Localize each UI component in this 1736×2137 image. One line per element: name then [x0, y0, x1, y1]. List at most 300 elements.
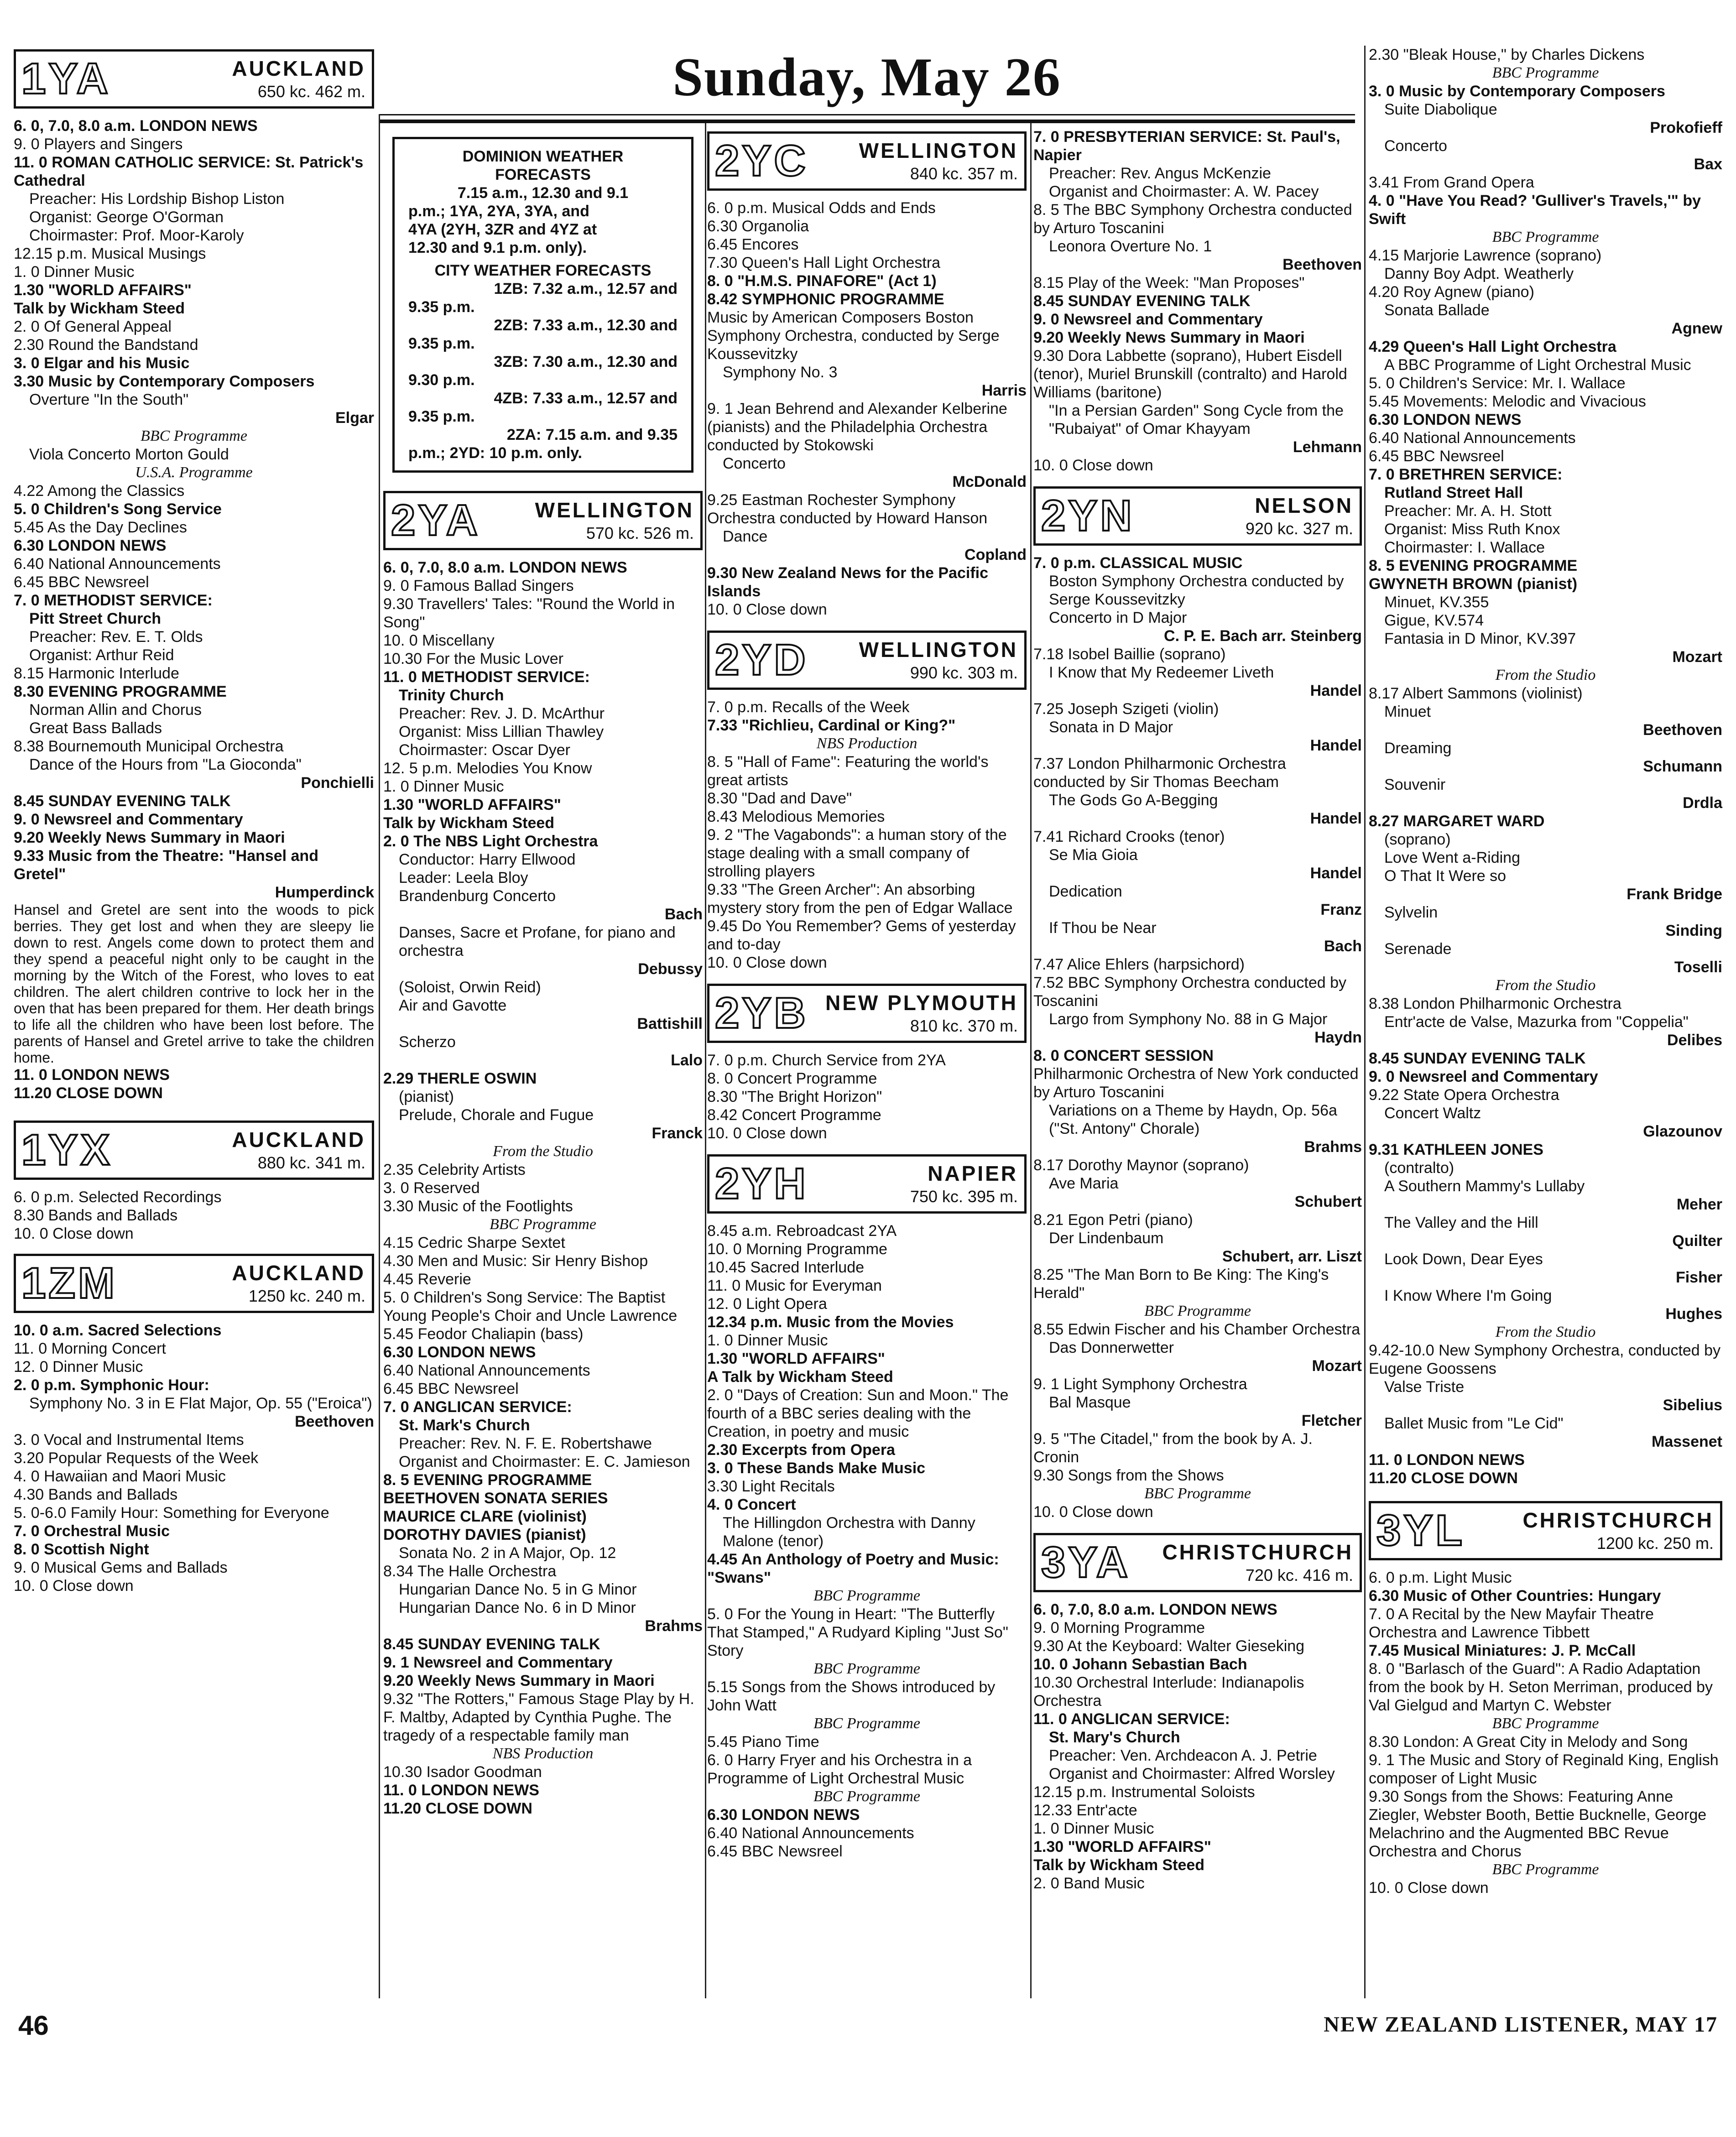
programme-item: 2. 0 Of General Appeal	[14, 318, 172, 335]
programme-item: 9.33 Music from the Theatre: "Hansel and Gretel"	[14, 847, 318, 883]
programme-item: 7. 0 p.m. Church Service from 2YA	[707, 1052, 946, 1069]
station-city: AUCKLAND	[232, 1128, 365, 1152]
station-call-sign: 2YD	[715, 636, 808, 684]
programme-item: 6.30 Music of Other Countries: Hungary	[1369, 1587, 1661, 1605]
page-title: Sunday, May 26	[673, 47, 1061, 107]
programme-item: (pianist)	[399, 1088, 454, 1105]
programme-item: Largo from Symphony No. 88 in G Major	[1049, 1011, 1328, 1028]
programme-item: 3. 0 These Bands Make Music	[707, 1459, 926, 1477]
column-rule	[1030, 123, 1032, 1998]
programme-item: Entr'acte de Valse, Mazurka from "Coppelia"	[1384, 1013, 1689, 1031]
programme-item: 7.33 "Richlieu, Cardinal or King?"	[707, 717, 956, 734]
programme-item: Suite Diabolique	[1384, 101, 1497, 118]
column-1	[14, 46, 374, 1595]
page-number: 46	[18, 2010, 49, 2041]
programme-item: 11. 0 LONDON NEWS	[14, 1066, 170, 1084]
programme-item: 4.30 Men and Music: Sir Henry Bishop	[383, 1252, 648, 1270]
station-city: NELSON	[1255, 494, 1353, 517]
programme-item: 9. 1 Jean Behrend and Alexander Kelberine (pianists) and the Philadelphia Orchestra conducted by Stokowski	[707, 400, 1007, 454]
programme-item: 8.21 Egon Petri (piano)	[1033, 1211, 1193, 1229]
programme-item: 9. 0 Newsreel and Commentary	[1369, 1068, 1598, 1085]
programme-item: 7.45 Musical Miniatures: J. P. McCall	[1369, 1642, 1636, 1659]
station-call-sign: 3YA	[1041, 1538, 1131, 1587]
programme-item: 8.38 Bournemouth Municipal Orchestra	[14, 738, 284, 755]
programme-item: 12.34 p.m. Music from the Movies	[707, 1313, 954, 1331]
programme-item: 3.30 Music of the Footlights	[383, 1198, 573, 1215]
composer: Glazounov	[1643, 1123, 1722, 1140]
programme-item: 9.30 Dora Labbette (soprano), Hubert Eisdell (tenor), Muriel Brunskill (contralto) and Harold Williams (baritone)	[1033, 347, 1347, 401]
programme-item: 8. 5 The BBC Symphony Orchestra conducted by Arturo Toscanini	[1033, 201, 1352, 237]
programme-item: 3. 0 Elgar and his Music	[14, 354, 190, 372]
programme-item: Rutland Street Hall	[1384, 484, 1523, 501]
programme-credit: BBC Programme	[1144, 1485, 1251, 1502]
programme-credit: U.S.A. Programme	[135, 464, 253, 481]
composer: Meher	[1676, 1196, 1722, 1213]
programme-item: 8. 5 EVENING PROGRAMME	[383, 1471, 592, 1489]
programme-item: 8.45 SUNDAY EVENING TALK	[1033, 292, 1251, 310]
programme-item: 10. 0 Close down	[14, 1577, 134, 1595]
programme-item: Trinity Church	[399, 687, 504, 704]
programme-item: 8.17 Dorothy Maynor (soprano)	[1033, 1157, 1249, 1174]
station-call-sign: 3YL	[1376, 1506, 1465, 1555]
programme-item: Das Donnerwetter	[1049, 1339, 1174, 1356]
programme-item: Choirmaster: Oscar Dyer	[399, 741, 570, 759]
station-header-2yc	[707, 131, 1027, 191]
programme-item: 5. 0 Children's Service: Mr. I. Wallace	[1369, 375, 1626, 392]
programme-credit: NBS Production	[492, 1745, 594, 1762]
programme-item: 5.45 Feodor Chaliapin (bass)	[383, 1325, 584, 1343]
programme-item: 12. 0 Light Opera	[707, 1295, 827, 1313]
programme-item: 11. 0 LONDON NEWS	[383, 1782, 539, 1799]
programme-item: 8. 0 "Barlasch of the Guard": A Radio Adaptation from the book by H. Seton Merriman, produced by Val Gielgud and Martyn C. Webster	[1369, 1660, 1713, 1714]
programme-item: 8.42 Concert Programme	[707, 1106, 881, 1124]
programme-item: 6.45 BBC Newsreel	[383, 1380, 519, 1397]
composer: Humperdinck	[275, 884, 374, 901]
programme-item: If Thou be Near	[1049, 919, 1157, 937]
weather-heading: DOMINION WEATHER	[462, 148, 624, 165]
programme-item: BEETHOVEN SONATA SERIES	[383, 1490, 608, 1507]
programme-item: 2.30 "Bleak House," by Charles Dickens	[1369, 46, 1645, 63]
programme-credit: From the Studio	[1495, 667, 1596, 683]
station-call-sign: 2YH	[715, 1159, 808, 1208]
composer: Drdla	[1683, 794, 1722, 812]
programme-item: 9.32 "The Rotters," Famous Stage Play by H. F. Maltby, Adapted by Cynthia Pughe. The tragedy of a respectable family man	[383, 1690, 694, 1744]
programme-item: 6.45 BBC Newsreel	[707, 1843, 843, 1860]
programme-item: 1. 0 Dinner Music	[707, 1332, 828, 1349]
programme-item: 2.30 Excerpts from Opera	[707, 1441, 895, 1459]
programme-item: 11. 0 Morning Concert	[14, 1340, 166, 1357]
weather-line: 2ZA: 7.15 a.m. and 9.35	[506, 426, 678, 443]
programme-item: Norman Allin and Chorus	[29, 701, 202, 719]
programme-item: Organist and Choirmaster: E. C. Jamieson	[399, 1453, 690, 1470]
programme-item: Viola Concerto Morton Gould	[29, 446, 229, 463]
composer: Sinding	[1665, 922, 1722, 939]
programme-item: Bal Masque	[1049, 1394, 1131, 1411]
programme-item: 12. 0 Dinner Music	[14, 1358, 143, 1376]
station-call-sign: 1ZM	[21, 1259, 117, 1308]
programme-item: Preacher: Rev. Angus McKenzie	[1049, 165, 1271, 182]
programme-item: 8.43 Melodious Memories	[707, 808, 885, 825]
programme-item: 5. 0 Children's Song Service	[14, 500, 222, 518]
programme-item: 8.45 SUNDAY EVENING TALK	[1369, 1050, 1586, 1067]
station-header-2yd	[707, 631, 1027, 690]
programme-item: 12. 5 p.m. Melodies You Know	[383, 760, 592, 777]
programme-item: Ballet Music from "Le Cid"	[1384, 1415, 1564, 1432]
programme-item: O That It Were so	[1384, 867, 1507, 885]
composer: Fisher	[1675, 1269, 1722, 1286]
programme-item: 6. 0 p.m. Selected Recordings	[14, 1188, 222, 1206]
programme-item: 6.40 National Announcements	[383, 1362, 590, 1379]
programme-item: 11.20 CLOSE DOWN	[383, 1800, 532, 1817]
programme-item: 7.52 BBC Symphony Orchestra conducted by Toscanini	[1033, 974, 1347, 1010]
programme-item: 6. 0 p.m. Light Music	[1369, 1569, 1512, 1586]
composer: Battishill	[637, 1015, 703, 1032]
programme-item: Choirmaster: I. Wallace	[1384, 539, 1545, 556]
programme-item: 8.25 "The Man Born to Be King: The King's Herald"	[1033, 1266, 1329, 1302]
programme-item: Souvenir	[1384, 776, 1446, 793]
programme-item: 8.42 SYMPHONIC PROGRAMME	[707, 291, 944, 308]
programme-item: 3.41 From Grand Opera	[1369, 174, 1534, 191]
composer: Bach	[664, 906, 703, 923]
programme-item: 4.29 Queen's Hall Light Orchestra	[1369, 338, 1616, 355]
station-frequency: 1200 kc. 250 m.	[1596, 1534, 1714, 1553]
column-rule	[1364, 46, 1366, 1998]
composer: Handel	[1310, 737, 1362, 754]
programme-item: Sonata Ballade	[1384, 302, 1490, 319]
programme-item: 11. 0 Music for Everyman	[707, 1277, 882, 1294]
programme-item: Dreaming	[1384, 740, 1452, 757]
programme-item: 11.20 CLOSE DOWN	[14, 1084, 163, 1102]
station-city: CHRISTCHURCH	[1162, 1540, 1353, 1564]
column-5	[1369, 46, 1722, 1897]
station-city: WELLINGTON	[859, 638, 1018, 662]
weather-line: 7.15 a.m., 12.30 and 9.1	[457, 184, 629, 202]
programme-item: 8.30 "Dad and Dave"	[707, 790, 852, 807]
composer: Prokofieff	[1650, 119, 1722, 136]
programme-item: Brandenburg Concerto	[399, 887, 556, 905]
station-city: AUCKLAND	[232, 57, 365, 80]
programme-item: 1.30 "WORLD AFFAIRS"	[383, 796, 561, 813]
programme-item: 7. 0 p.m. Recalls of the Week	[707, 698, 910, 716]
station-frequency: 810 kc. 370 m.	[910, 1016, 1018, 1035]
programme-item: 6.30 LONDON NEWS	[1369, 411, 1522, 428]
programme-item: St. Mary's Church	[1049, 1729, 1180, 1746]
weather-line: 9.35 p.m.	[408, 408, 475, 425]
programme-item: 1. 0 Dinner Music	[1033, 1820, 1154, 1837]
programme-item: 6. 0 p.m. Musical Odds and Ends	[707, 199, 936, 217]
station-header-2yh	[707, 1154, 1027, 1214]
programme-item: 9. 2 "The Vagabonds": a human story of the stage dealing with a small company of strolling players	[707, 826, 1007, 880]
composer: Bach	[1324, 938, 1362, 955]
programme-item: Hungarian Dance No. 5 in G Minor	[399, 1581, 637, 1598]
weather-line: p.m.; 2YD: 10 p.m. only.	[408, 444, 582, 462]
weather-line: 1ZB: 7.32 a.m., 12.57 and	[494, 280, 678, 297]
station-call-sign: 2YB	[715, 989, 808, 1037]
composer: Massenet	[1652, 1433, 1722, 1450]
programme-item: Music by American Composers Boston Symphony Orchestra, conducted by Serge Koussevitzky	[707, 309, 1000, 363]
programme-item: 9.20 Weekly News Summary in Maori	[14, 829, 285, 846]
programme-item: MAURICE CLARE (violinist)	[383, 1508, 587, 1525]
programme-item: 10. 0 Miscellany	[383, 632, 495, 649]
column-4	[1033, 128, 1362, 1892]
programme-item: 5.45 Movements: Melodic and Vivacious	[1369, 393, 1646, 410]
programme-item: 10.30 Orchestral Interlude: Indianapolis Orchestra	[1033, 1674, 1304, 1710]
programme-item: Concerto	[723, 455, 786, 472]
composer: Toselli	[1674, 959, 1722, 976]
programme-item: 3. 0 Music by Contemporary Composers	[1369, 83, 1665, 100]
programme-item: 5. 0 Children's Song Service: The Baptist Young People's Choir and Uncle Lawrence	[383, 1289, 678, 1324]
programme-item: Dance of the Hours from "La Gioconda"	[29, 756, 302, 773]
composer: Brahms	[645, 1617, 703, 1635]
programme-credit: From the Studio	[1495, 1324, 1596, 1340]
programme-item: 4.30 Bands and Ballads	[14, 1486, 178, 1503]
station-city: AUCKLAND	[232, 1261, 365, 1285]
programme-item: 8. 0 Concert Programme	[707, 1070, 877, 1087]
programme-item: 6.30 Organolia	[707, 218, 809, 235]
composer: Elgar	[335, 409, 374, 427]
programme-item: 3. 0 Reserved	[383, 1179, 480, 1197]
programme-item: Prelude, Chorale and Fugue	[399, 1106, 594, 1124]
programme-item: 7.25 Joseph Szigeti (violin)	[1033, 700, 1219, 718]
composer: Handel	[1310, 810, 1362, 827]
programme-item: 10. 0 Johann Sebastian Bach	[1033, 1656, 1247, 1673]
programme-item: 9.30 Travellers' Tales: "Round the World in Song"	[383, 595, 675, 631]
column-3	[707, 128, 1027, 1861]
programme-item: I Know Where I'm Going	[1384, 1287, 1552, 1304]
programme-item: 8.17 Albert Sammons (violinist)	[1369, 685, 1583, 702]
programme-item: Leonora Overture No. 1	[1049, 238, 1212, 255]
programme-item: Pitt Street Church	[29, 610, 162, 627]
programme-item: 8.27 MARGARET WARD	[1369, 813, 1545, 830]
station-frequency: 880 kc. 341 m.	[257, 1153, 365, 1172]
programme-item: 11. 0 ROMAN CATHOLIC SERVICE: St. Patrick's Cathedral	[14, 154, 364, 189]
programme-item: 4.22 Among the Classics	[14, 482, 185, 500]
composer: Haydn	[1314, 1029, 1362, 1046]
programme-item: Leader: Leela Bloy	[399, 869, 528, 886]
programme-item: 7.37 London Philharmonic Orchestra conducted by Sir Thomas Beecham	[1033, 755, 1286, 791]
programme-credit: BBC Programme	[1492, 1861, 1599, 1878]
station-header-1zm	[14, 1254, 374, 1313]
station-city: WELLINGTON	[859, 139, 1018, 162]
station-frequency: 920 kc. 327 m.	[1245, 519, 1353, 538]
station-call-sign: 2YA	[391, 496, 480, 545]
programme-item: 3.20 Popular Requests of the Week	[14, 1449, 259, 1467]
station-header-2yb	[707, 984, 1027, 1043]
programme-item: 9.31 KATHLEEN JONES	[1369, 1141, 1543, 1158]
programme-item: 2.30 Round the Bandstand	[14, 336, 198, 354]
programme-item: Dance	[723, 528, 768, 545]
programme-item: 9.30 New Zealand News for the Pacific Islands	[707, 564, 989, 600]
programme-item: A Southern Mammy's Lullaby	[1384, 1178, 1585, 1195]
programme-credit: BBC Programme	[490, 1216, 596, 1233]
composer: Mozart	[1672, 648, 1722, 666]
programme-description: Hansel and Gretel are sent into the woods to pick berries. They get lost and when they are sleepy lie down to rest. Angels come down to protect them and they spend a peaceful night only to be caught in the morning by the Witch of the Forest, who loves to eat children. The alert children contrive to lock her in the oven that has been prepared for them. Her death brings to life all the children who have been lost before. The parents of Hansel and Gretel arrive to take the children home.	[14, 902, 374, 1066]
station-call-sign: 2YC	[715, 136, 808, 185]
programme-item: "In a Persian Garden" Song Cycle from the "Rubaiyat" of Omar Khayyam	[1049, 402, 1344, 438]
composer: McDonald	[952, 473, 1027, 490]
programme-item: 10. 0 Close down	[1369, 1879, 1489, 1897]
weather-forecast-box	[392, 137, 693, 473]
programme-item: 10. 0 Morning Programme	[707, 1241, 887, 1258]
programme-item: 9. 1 Light Symphony Orchestra	[1033, 1376, 1247, 1393]
composer: Schubert, arr. Liszt	[1222, 1248, 1362, 1265]
programme-item: 5.45 As the Day Declines	[14, 519, 187, 536]
programme-item: 12.15 p.m. Musical Musings	[14, 245, 206, 262]
programme-item: 8.30 Bands and Ballads	[14, 1207, 178, 1224]
programme-item: Der Lindenbaum	[1049, 1230, 1164, 1247]
composer: Schumann	[1643, 758, 1722, 775]
programme-item: Overture "In the South"	[29, 391, 189, 408]
programme-item: Organist: Arthur Reid	[29, 646, 174, 664]
programme-item: 11. 0 ANGLICAN SERVICE:	[1033, 1710, 1230, 1728]
title-rule-bold	[379, 120, 1355, 123]
programme-item: 10. 0 Close down	[707, 1125, 827, 1142]
programme-item: 10. 0 Close down	[1033, 1503, 1153, 1521]
composer: Sibelius	[1663, 1397, 1722, 1414]
programme-item: 1.30 "WORLD AFFAIRS"	[1033, 1838, 1211, 1856]
programme-item: 8.34 The Halle Orchestra	[383, 1563, 557, 1580]
programme-item: 10.30 Isador Goodman	[383, 1763, 542, 1781]
programme-item: (Soloist, Orwin Reid)	[399, 979, 541, 996]
programme-item: 8.55 Edwin Fischer and his Chamber Orchestra	[1033, 1321, 1361, 1338]
programme-item: Organist and Choirmaster: A. W. Pacey	[1049, 183, 1319, 200]
programme-item: 6.40 National Announcements	[14, 555, 221, 573]
station-frequency: 990 kc. 303 m.	[910, 663, 1018, 682]
weather-heading: CITY WEATHER FORECASTS	[434, 262, 652, 279]
programme-item: 9.20 Weekly News Summary in Maori	[1033, 329, 1305, 346]
programme-item: Preacher: His Lordship Bishop Liston	[29, 190, 285, 208]
programme-item: 8.38 London Philharmonic Orchestra	[1369, 995, 1621, 1012]
programme-item: 7. 0 A Recital by the New Mayfair Theatre Orchestra and Lawrence Tibbett	[1369, 1605, 1654, 1641]
programme-item: 10. 0 a.m. Sacred Selections	[14, 1322, 222, 1339]
programme-item: The Valley and the Hill	[1384, 1214, 1538, 1231]
programme-item: Gigue, KV.574	[1384, 612, 1484, 629]
composer: Bax	[1694, 156, 1722, 173]
programme-item: 8.15 Play of the Week: "Man Proposes"	[1033, 274, 1305, 292]
programme-item: Talk by Wickham Steed	[1033, 1856, 1205, 1874]
programme-item: A BBC Programme of Light Orchestral Music	[1384, 356, 1691, 374]
programme-item: Concert Waltz	[1384, 1105, 1481, 1122]
programme-item: 4. 0 Concert	[707, 1496, 796, 1513]
programme-item: Great Bass Ballads	[29, 719, 162, 737]
programme-item: Symphony No. 3	[723, 364, 838, 381]
programme-item: 9. 0 Musical Gems and Ballads	[14, 1559, 228, 1576]
programme-item: Air and Gavotte	[399, 997, 507, 1014]
programme-item: 5.45 Piano Time	[707, 1733, 819, 1751]
programme-item: 7.47 Alice Ehlers (harpsichord)	[1033, 956, 1245, 973]
programme-item: 6.45 BBC Newsreel	[1369, 448, 1504, 465]
station-header-1yx	[14, 1121, 374, 1180]
programme-item: 6. 0 Harry Fryer and his Orchestra in a Programme of Light Orchestral Music	[707, 1751, 972, 1787]
programme-item: 2. 0 The NBS Light Orchestra	[383, 833, 598, 850]
programme-item: Fantasia in D Minor, KV.397	[1384, 630, 1576, 647]
programme-item: 4.15 Marjorie Lawrence (soprano)	[1369, 247, 1602, 264]
programme-item: Organist and Choirmaster: Alfred Worsley	[1049, 1765, 1335, 1783]
programme-item: 9. 0 Newsreel and Commentary	[14, 811, 243, 828]
programme-item: 9. 1 The Music and Story of Reginald King, English composer of Light Music	[1369, 1751, 1719, 1787]
programme-item: 9.20 Weekly News Summary in Maori	[383, 1672, 655, 1689]
programme-item: 8.45 SUNDAY EVENING TALK	[383, 1636, 600, 1653]
programme-item: 4. 0 Hawaiian and Maori Music	[14, 1468, 226, 1485]
station-city: CHRISTCHURCH	[1522, 1508, 1714, 1532]
station-header-1ya	[14, 49, 374, 109]
programme-credit: BBC Programme	[1492, 1715, 1599, 1732]
programme-item: Se Mia Gioia	[1049, 846, 1138, 864]
composer: Mozart	[1312, 1357, 1362, 1375]
programme-credit: BBC Programme	[1492, 64, 1599, 81]
programme-item: Hungarian Dance No. 6 in D Minor	[399, 1599, 636, 1616]
programme-item: 6. 0, 7.0, 8.0 a.m. LONDON NEWS	[1033, 1601, 1277, 1618]
programme-credit: BBC Programme	[1492, 229, 1599, 245]
programme-item: The Gods Go A-Begging	[1049, 792, 1218, 809]
programme-item: 5. 0-6.0 Family Hour: Something for Everyone	[14, 1504, 329, 1522]
programme-credit: NBS Production	[816, 735, 918, 752]
programme-item: Sonata in D Major	[1049, 719, 1173, 736]
programme-credit: BBC Programme	[813, 1788, 920, 1805]
programme-item: Talk by Wickham Steed	[14, 300, 185, 317]
programme-item: GWYNETH BROWN (pianist)	[1369, 575, 1578, 593]
column-2	[383, 128, 703, 1818]
composer: Quilter	[1672, 1232, 1722, 1250]
programme-item: Sylvelin	[1384, 904, 1438, 921]
programme-item: 9. 0 Newsreel and Commentary	[1033, 311, 1263, 328]
programme-item: 6.30 LONDON NEWS	[383, 1344, 536, 1361]
station-frequency: 840 kc. 357 m.	[910, 164, 1018, 183]
composer: Beethoven	[1282, 256, 1362, 273]
programme-item: 2.29 THERLE OSWIN	[383, 1070, 537, 1087]
composer: Delibes	[1667, 1032, 1722, 1049]
programme-item: 7. 0 Orchestral Music	[14, 1522, 170, 1540]
weather-line: 9.30 p.m.	[408, 371, 475, 389]
programme-item: Preacher: Ven. Archdeacon A. J. Petrie	[1049, 1747, 1317, 1764]
programme-item: 8.45 SUNDAY EVENING TALK	[14, 792, 231, 810]
programme-item: 8.15 Harmonic Interlude	[14, 665, 179, 682]
programme-item: Talk by Wickham Steed	[383, 814, 555, 832]
programme-item: Choirmaster: Prof. Moor-Karoly	[29, 227, 244, 244]
programme-credit: BBC Programme	[813, 1715, 920, 1732]
programme-item: Love Went a-Riding	[1384, 849, 1520, 866]
programme-item: 10. 0 Close down	[707, 954, 827, 971]
programme-item: 3. 0 Vocal and Instrumental Items	[14, 1431, 244, 1449]
programme-item: Preacher: Rev. J. D. McArthur	[399, 705, 605, 722]
programme-item: Serenade	[1384, 940, 1452, 958]
programme-item: 1. 0 Dinner Music	[383, 778, 504, 795]
programme-item: 6.40 National Announcements	[707, 1824, 914, 1842]
composer: Harris	[981, 382, 1027, 399]
composer: Copland	[964, 546, 1027, 563]
programme-item: Organist: Miss Lillian Thawley	[399, 723, 604, 740]
programme-item: 6.30 LONDON NEWS	[707, 1806, 860, 1824]
weather-line: 9.35 p.m.	[408, 298, 475, 316]
composer: Ponchielli	[301, 774, 374, 792]
programme-item: Concerto in D Major	[1049, 609, 1187, 626]
programme-item: 9.30 Songs from the Shows: Featuring Anne Ziegler, Webster Booth, Bettie Bucknelle, George Melachrino and the Augmented BBC Revue Orchestra and Chorus	[1369, 1788, 1707, 1860]
column-rule	[705, 123, 706, 1998]
programme-credit: BBC Programme	[141, 427, 247, 444]
programme-item: 6.40 National Announcements	[1369, 429, 1576, 447]
station-frequency: 650 kc. 462 m.	[257, 82, 365, 101]
station-header-3yl	[1369, 1501, 1722, 1560]
publication-footer: NEW ZEALAND LISTENER, MAY 17	[1324, 2012, 1718, 2037]
programme-item: Concerto	[1384, 137, 1447, 155]
composer: Franck	[652, 1125, 703, 1142]
programme-item: 7. 0 BRETHREN SERVICE:	[1369, 466, 1563, 483]
programme-item: Organist: Miss Ruth Knox	[1384, 521, 1560, 538]
programme-item: 7.30 Queen's Hall Light Orchestra	[707, 254, 941, 271]
programme-item: 6.45 BBC Newsreel	[14, 573, 149, 591]
programme-item: 9.25 Eastman Rochester Symphony Orchestra conducted by Howard Hanson	[707, 491, 988, 527]
composer: Beethoven	[1643, 721, 1722, 739]
